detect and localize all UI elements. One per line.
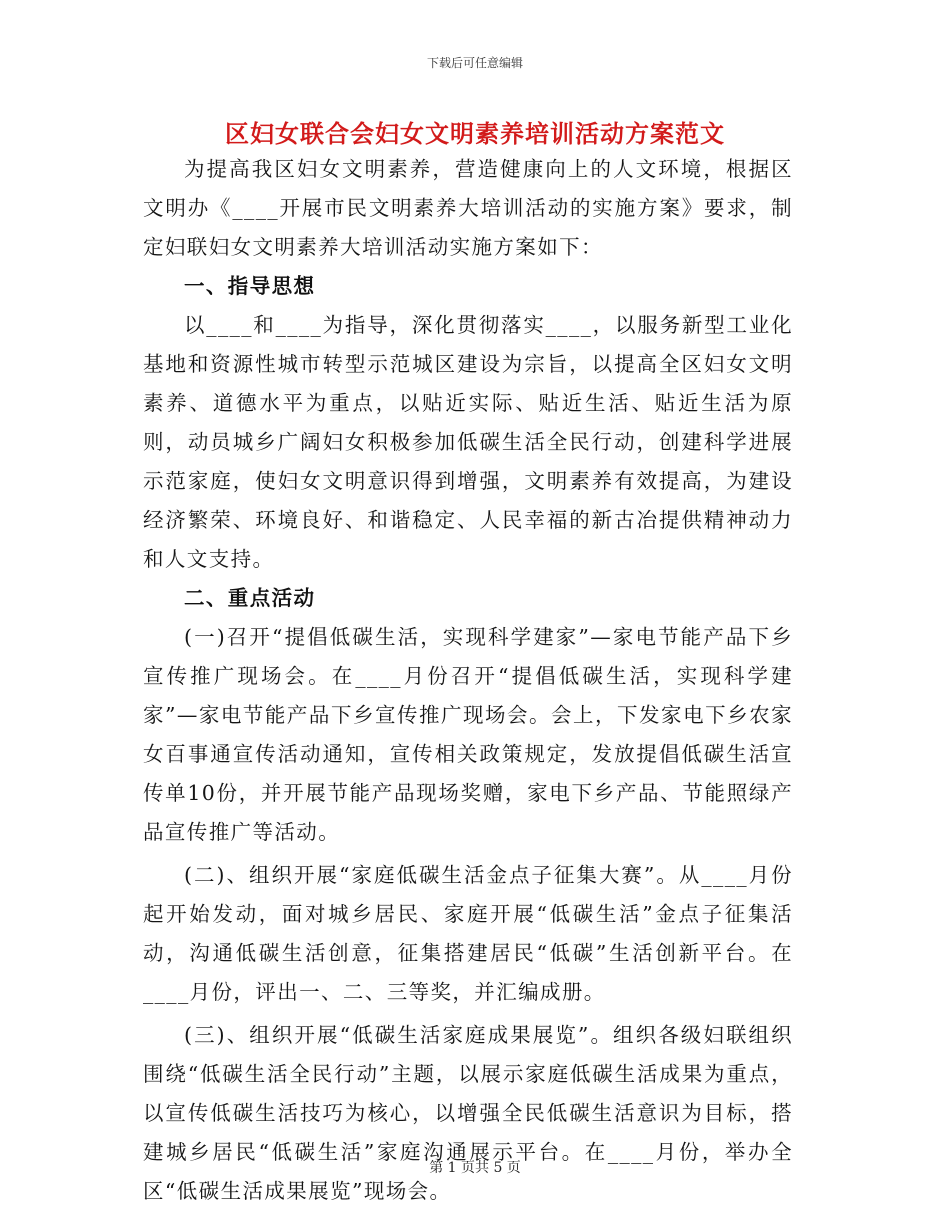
activity-paragraph-3: (三)、组织开展“低碳生活家庭成果展览”。组织各级妇联组织围绕“低碳生活全民行动”主题，以展示家庭低碳生活成果为重点，以宣传低碳生活技巧为核心，以增强全民低碳生活意识为目标，搭建城乡居民“低碳生活”家庭沟通展示平台。在____月份，举办全区“低碳生活成果展览”现场会。: [143, 1023, 793, 1203]
section-heading-key-activities: 二、重点活动: [184, 586, 316, 610]
document-title: 区妇女联合会妇女文明素养培训活动方案范文: [225, 120, 725, 148]
page-number-footer: 第 1 页共 5 页: [429, 1160, 521, 1176]
activity-paragraph-1: (一)召开“提倡低碳生活，实现科学建家”—家电节能产品下乡宣传推广现场会。在____月份召开“提倡低碳生活，实现科学建家”—家电节能产品下乡宣传推广现场会。会上，下发家电下乡农家女百事通宣传活动通知，宣传相关政策规定，发放提倡低碳生活宣传单10份，并开展节能产品现场奖赠，家电下乡产品、节能照绿产品宣传推广等活动。: [143, 625, 793, 844]
document-body: [143, 150, 793, 1211]
guiding-ideology-paragraph: 以____和____为指导，深化贯彻落实____，以服务新型工业化基地和资源性城市转型示范城区建设为宗旨，以提高全区妇女文明素养、道德水平为重点，以贴近实际、贴近生活、贴近生活为原则，动员城乡广阔妇女积极参加低碳生活全民行动，创建科学进展示范家庭，使妇女文明意识得到增强，文明素养有效提高，为建设经济繁荣、环境良好、和谐稳定、人民幸福的新古冶提供精神动力和人文支持。: [143, 313, 793, 571]
section-heading-guiding-ideology: 一、指导思想: [184, 274, 316, 298]
intro-paragraph: 为提高我区妇女文明素养，营造健康向上的人文环境，根据区文明办《____开展市民文明素养大培训活动的实施方案》要求，制定妇联妇女文明素养大培训活动实施方案如下：: [143, 157, 793, 259]
header-note: 下载后可任意编辑: [426, 56, 523, 70]
activity-paragraph-2: (二)、组织开展“家庭低碳生活金点子征集大赛”。从____月份起开始发动，面对城乡居民、家庭开展“低碳生活”金点子征集活动，沟通低碳生活创意，征集搭建居民“低碳”生活创新平台。在____月份，评出一、二、三等奖，并汇编成册。: [143, 863, 793, 1004]
